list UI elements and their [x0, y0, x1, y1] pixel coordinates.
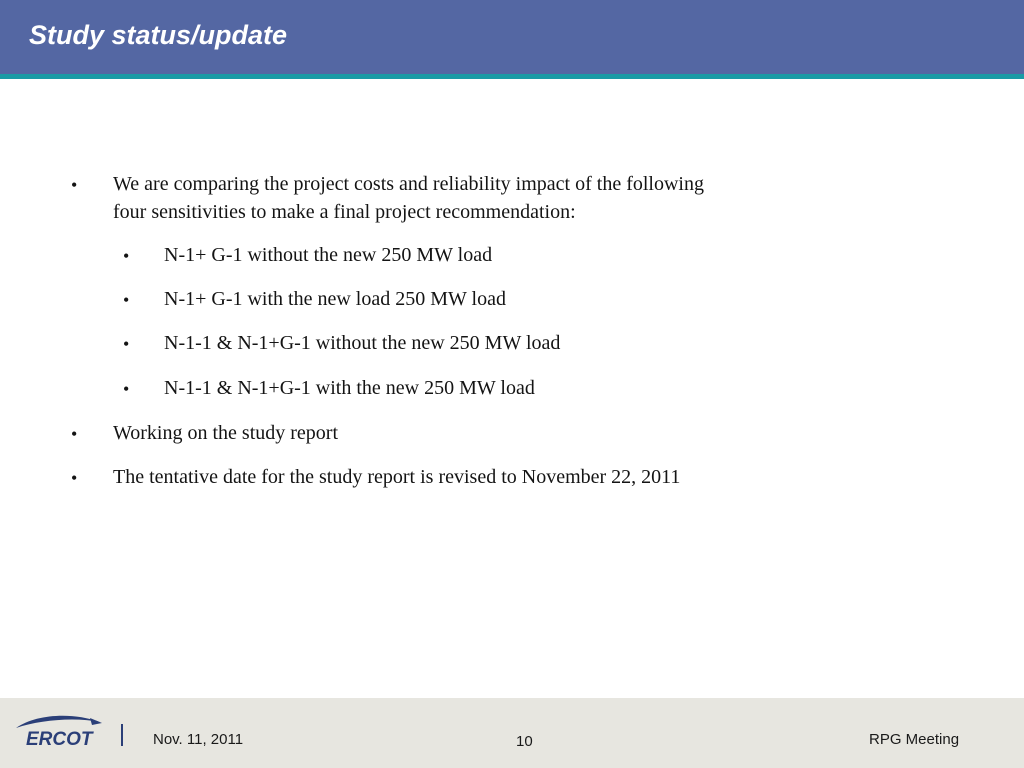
bullet-marker: •: [71, 424, 78, 444]
bullet-text-line: four sensitivities to make a final project recommendation:: [113, 201, 576, 223]
bullet-text-line: Working on the study report: [113, 422, 339, 444]
bullet-marker: •: [71, 468, 78, 488]
bullet-marker: •: [123, 246, 130, 266]
bullet-marker: •: [71, 175, 78, 195]
sub-bullet-text: N-1-1 & N-1+G-1 without the new 250 MW load: [164, 332, 561, 354]
footer-date: Nov. 11, 2011: [153, 731, 244, 748]
bullet-marker: •: [123, 379, 130, 399]
bullet-marker: •: [123, 334, 130, 354]
footer-page-number: 10: [516, 733, 533, 750]
footer-bar: [0, 698, 1024, 768]
logo-wordmark: ERCOT: [26, 729, 93, 750]
footer-meeting: RPG Meeting: [869, 731, 960, 748]
logo-divider: [121, 724, 123, 746]
sub-bullet-text: N-1+ G-1 without the new 250 MW load: [164, 244, 493, 266]
bullet-text-line: The tentative date for the study report is revised to November 22, 2011: [113, 466, 681, 488]
bullet-marker: •: [123, 290, 130, 310]
sub-bullet-text: N-1-1 & N-1+G-1 with the new 250 MW load: [164, 377, 535, 399]
bullet-text-line: We are comparing the project costs and reliability impact of the following: [113, 173, 704, 195]
ercot-logo-icon: [12, 708, 104, 750]
sub-bullet-text: N-1+ G-1 with the new load 250 MW load: [164, 288, 506, 310]
slide-title: Study status/update: [29, 20, 288, 50]
